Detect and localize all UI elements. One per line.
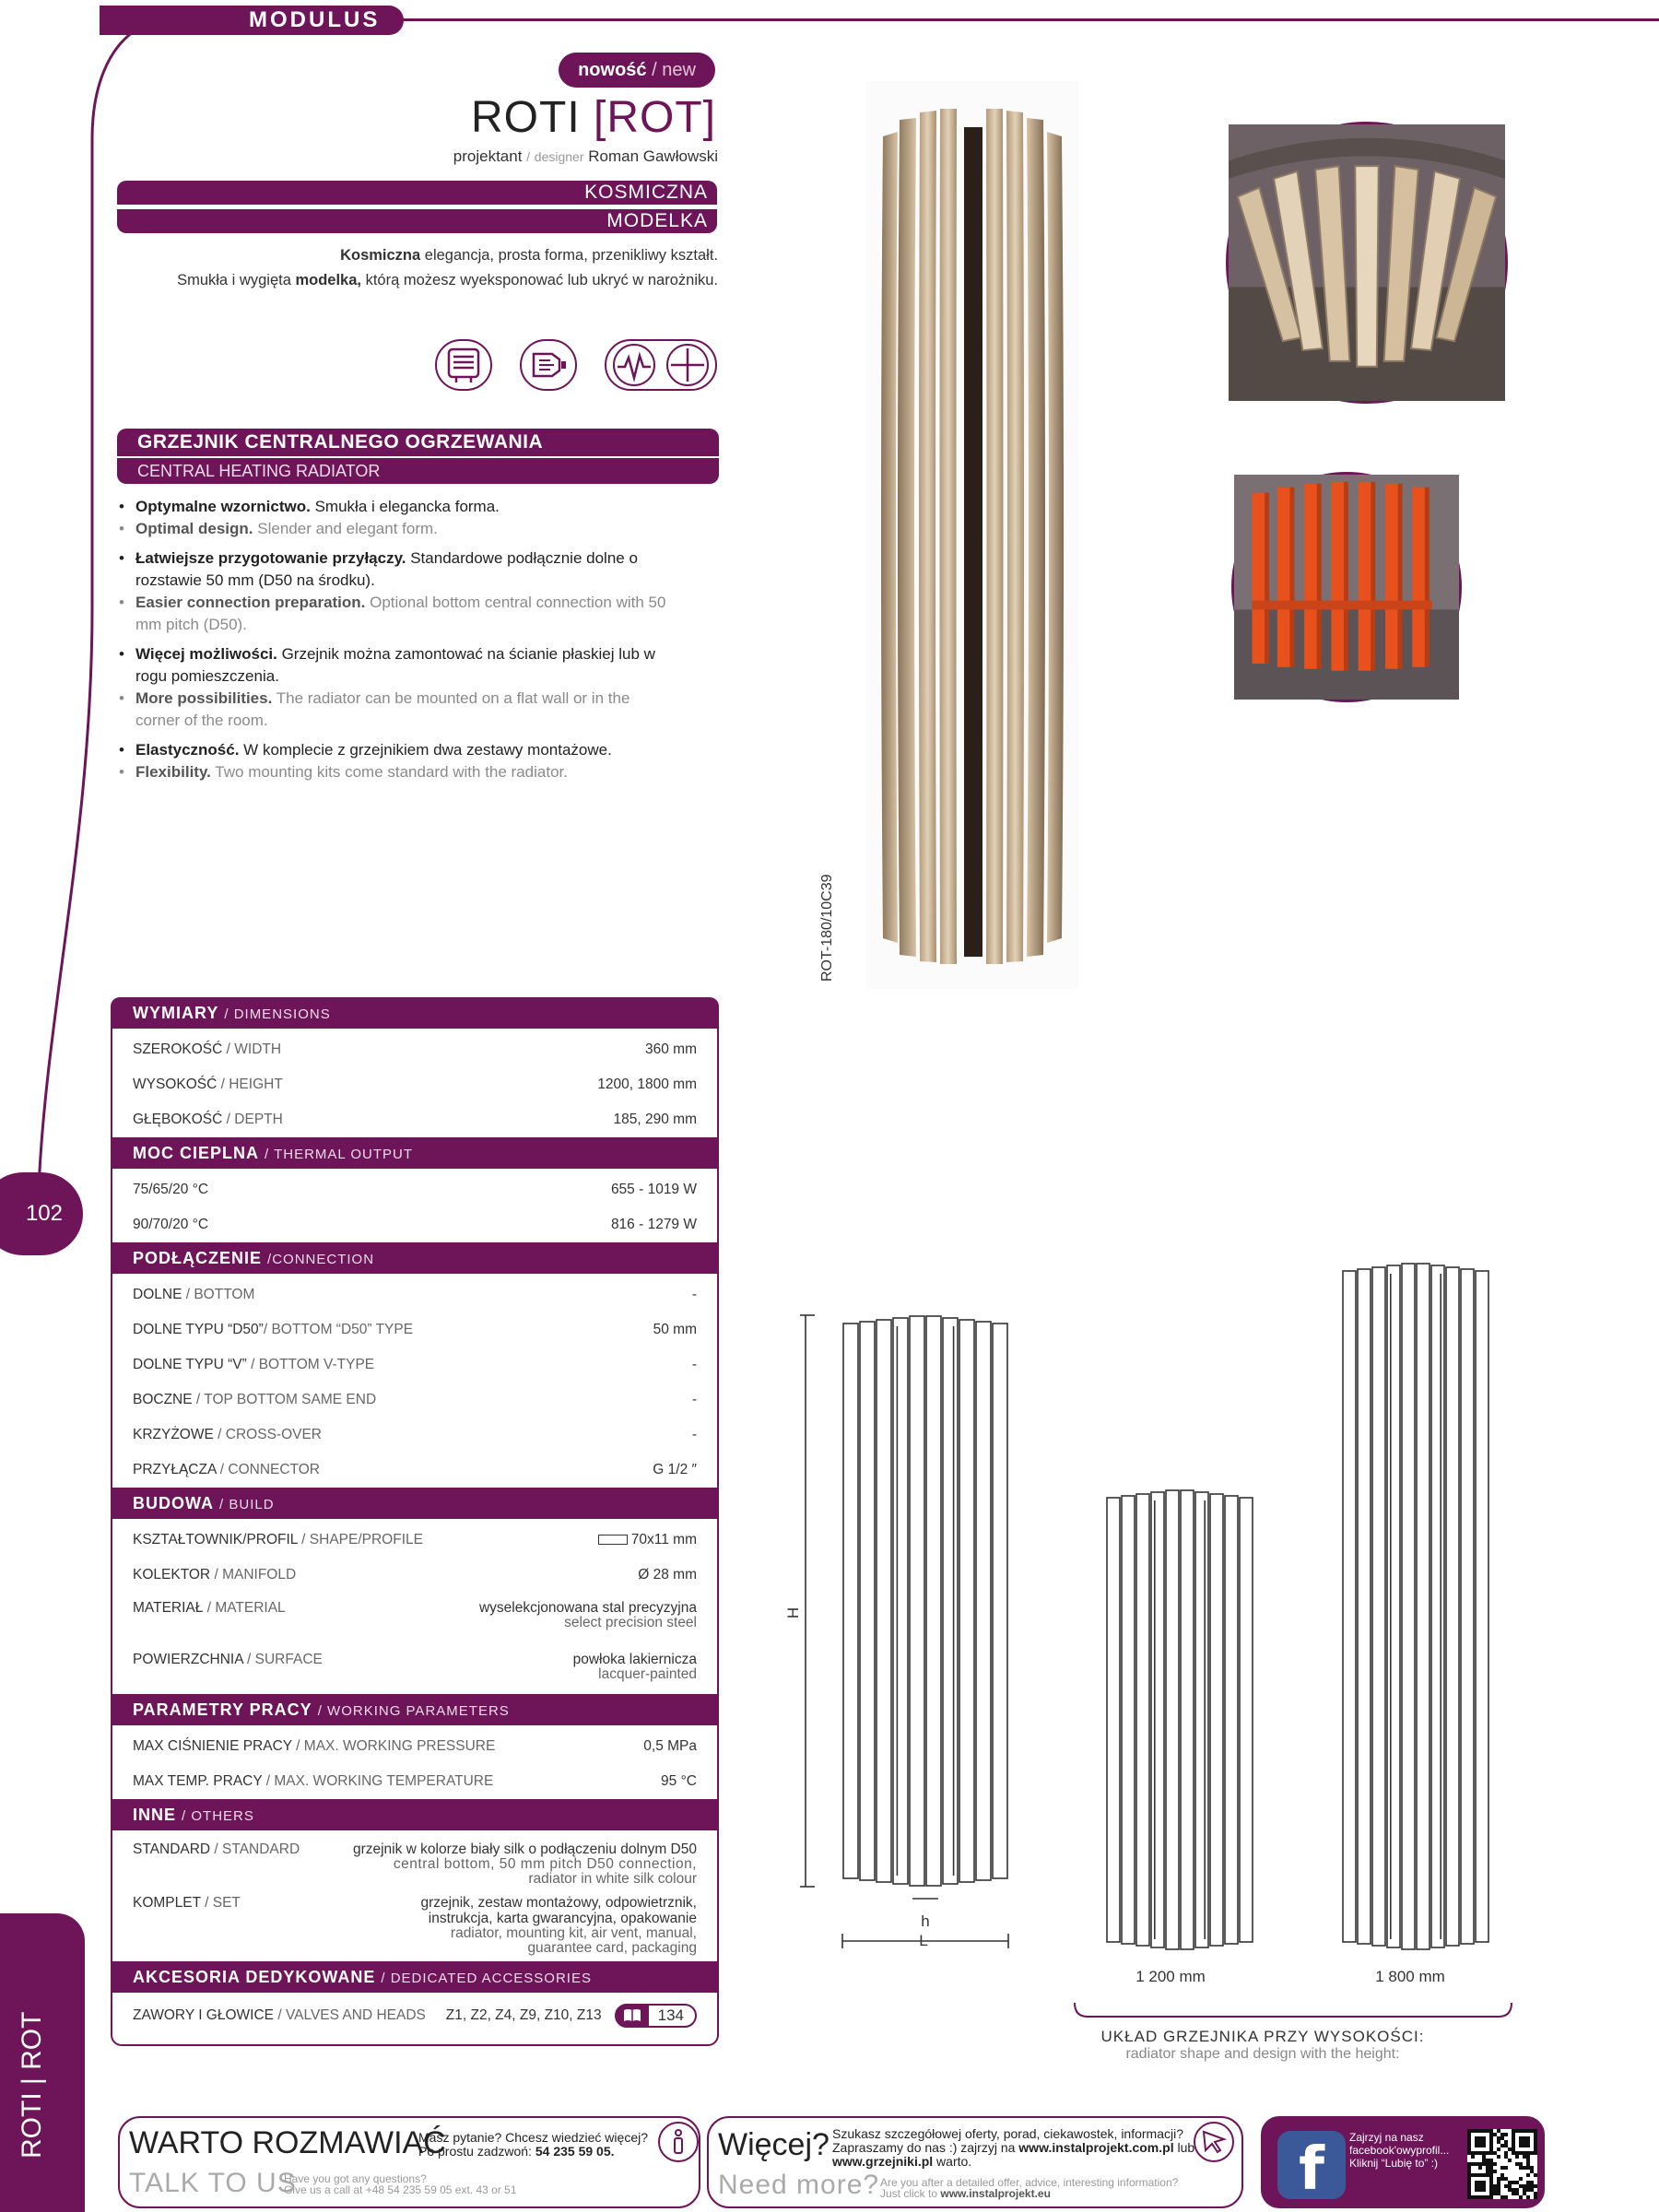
- qr-module: [1523, 2155, 1526, 2159]
- qr-module: [1489, 2159, 1493, 2162]
- side-tab-label: ROTI | ROT: [17, 2011, 47, 2159]
- qr-module: [1497, 2177, 1500, 2181]
- contact-box: [118, 2116, 700, 2208]
- spec-row: 75/65/20 °C 655 - 1019 W: [133, 1182, 697, 1197]
- slogan-line-1: KOSMICZNA: [117, 181, 717, 205]
- spec-row: ZAWORY I GŁOWICE / VALVES AND HEADS Z1, Z2, Z4, Z9, Z10, Z13 134: [112, 1998, 717, 2033]
- radiator-fin: [1358, 1269, 1371, 1944]
- qr-finder-core: [1475, 2136, 1486, 2147]
- qr-module: [1489, 2166, 1493, 2170]
- page-number: 102: [0, 1172, 83, 1255]
- qr-module: [1526, 2166, 1530, 2170]
- link-grzejniki[interactable]: www.grzejniki.pl: [832, 2154, 934, 2169]
- qr-code-icon[interactable]: [1467, 2129, 1537, 2199]
- product-code: [ROT]: [594, 93, 716, 142]
- layout-caption: UKŁAD GRZEJNIKA PRZY WYSOKOŚCI: radiator shape and design with the height:: [1100, 2028, 1425, 2062]
- qr-module: [1526, 2173, 1530, 2177]
- radiator-fin: [1210, 1494, 1223, 1946]
- qr-module: [1486, 2159, 1489, 2162]
- product-photo: [866, 81, 1078, 989]
- radiator-fin: [1136, 1494, 1149, 1946]
- spec-row: DOLNE TYPU “D50”/ BOTTOM “D50” TYPE 50 mm: [133, 1322, 697, 1337]
- more-text-en: Are you after a detailed offer, advice, interesting information? Just click to www.instalprojekt.eu: [880, 2176, 1179, 2200]
- size-1200-label: 1 200 mm: [1135, 1968, 1206, 1985]
- qr-module: [1500, 2173, 1504, 2177]
- photo-code-label: ROT-180/10C39: [819, 874, 835, 982]
- qr-module: [1489, 2170, 1493, 2173]
- qr-module: [1497, 2155, 1500, 2159]
- slogan-line-2: MODELKA: [117, 209, 717, 233]
- more-info-box: [707, 2116, 1243, 2208]
- qr-module: [1497, 2129, 1500, 2133]
- qr-module: [1467, 2170, 1471, 2173]
- qr-module: [1504, 2151, 1508, 2155]
- info-icon: [658, 2122, 699, 2162]
- link-instalprojekt-eu[interactable]: www.instalprojekt.eu: [940, 2187, 1051, 2200]
- qr-module: [1526, 2155, 1530, 2159]
- radiator-fin: [1372, 1267, 1385, 1946]
- section-header-connection: PODŁĄCZENIE /CONNECTION: [111, 1242, 719, 1274]
- radiator-fin: [877, 1320, 891, 1882]
- qr-module: [1526, 2195, 1530, 2199]
- radiator-side-icon: [520, 339, 577, 391]
- plus-icon: [664, 343, 712, 387]
- caption-bracket: [1075, 2003, 1512, 2017]
- qr-module: [1512, 2181, 1515, 2184]
- radiator-fin: [1446, 1267, 1459, 1946]
- qr-module: [1523, 2188, 1526, 2192]
- radiator-fin: [1122, 1496, 1135, 1944]
- qr-module: [1526, 2184, 1530, 2188]
- qr-module: [1512, 2192, 1515, 2195]
- qr-module: [1519, 2162, 1523, 2166]
- spec-row: STANDARD / STANDARD grzejnik w kolorze biały silk o podłączeniu dolnym D50 central bottom, 50 mm pitch D50 connection, radiator in white silk colour: [133, 1841, 697, 1887]
- qr-module: [1475, 2162, 1478, 2166]
- more-title-en: Need more?: [718, 2170, 880, 2200]
- qr-module: [1500, 2195, 1504, 2199]
- more-text: Szukasz szczegółowej oferty, porad, ciekawostek, informacji? Zapraszamy do nas :) zajrzyj na www.instalprojekt.com.pl lub www.grzejniki.pl warto.: [832, 2126, 1195, 2169]
- qr-module: [1486, 2162, 1489, 2166]
- radiator-fin: [860, 1322, 875, 1880]
- radiator-fin: [1166, 1490, 1179, 1949]
- qr-module: [1534, 2184, 1537, 2188]
- contact-text-en: Have you got any questions? Give us a call at +48 54 235 59 05 ext. 43 or 51: [284, 2172, 517, 2196]
- section-header-dimensions: WYMIARY / DIMENSIONS: [111, 997, 719, 1029]
- qr-module: [1526, 2162, 1530, 2166]
- spec-row: MATERIAŁ / MATERIAL wyselekcjonowana stal precyzyjna select precision steel: [133, 1600, 697, 1630]
- pitch-label: h: [921, 1912, 930, 1930]
- qr-module: [1497, 2188, 1500, 2192]
- radiator-fin: [1195, 1492, 1208, 1947]
- drawing-dimensioned: [800, 1315, 1008, 1948]
- qr-module: [1534, 2195, 1537, 2199]
- qr-module: [1515, 2162, 1519, 2166]
- spec-row: KOLEKTOR / MANIFOLD Ø 28 mm: [133, 1567, 697, 1583]
- qr-module: [1504, 2195, 1508, 2199]
- feature-item: • Łatwiejsze przygotowanie przyłączy. Standardowe podłącznie dolne o rozstawie 50 mm (D50 na środku). • Easier connection preparation. Optional bottom central connection with 50 mm pitch (D50).: [117, 547, 670, 636]
- qr-module: [1482, 2155, 1486, 2159]
- qr-module: [1500, 2136, 1504, 2140]
- section-header-accessories: AKCESORIA DEDYKOWANE / DEDICATED ACCESSORIES: [111, 1961, 719, 1993]
- qr-module: [1493, 2151, 1497, 2155]
- feature-list: [117, 496, 670, 791]
- spec-row: KOMPLET / SET grzejnik, zestaw montażowy, odpowietrznik, instrukcja, karta gwarancyjna, opakowanie radiator, mounting kit, air vent, manual, guarantee card, packaging: [133, 1895, 697, 1956]
- qr-module: [1471, 2162, 1475, 2166]
- qr-module: [1500, 2177, 1504, 2181]
- qr-module: [1486, 2166, 1489, 2170]
- section-header-build: BUDOWA / BUILD: [111, 1488, 719, 1519]
- radiator-fin: [959, 1320, 974, 1882]
- qr-module: [1504, 2155, 1508, 2159]
- qr-module: [1500, 2133, 1504, 2136]
- qr-module: [1493, 2162, 1497, 2166]
- radiator-fin: [843, 1324, 858, 1878]
- radiator-front-icon: [435, 339, 492, 391]
- spec-row: KRZYŻOWE / CROSS-OVER -: [133, 1427, 697, 1442]
- qr-module: [1493, 2170, 1497, 2173]
- qr-module: [1486, 2170, 1489, 2173]
- facebook-icon[interactable]: f: [1277, 2131, 1346, 2199]
- heating-title: GRZEJNIK CENTRALNEGO OGRZEWANIA: [117, 429, 719, 456]
- qr-module: [1504, 2166, 1508, 2170]
- spec-row: POWIERZCHNIA / SURFACE powłoka lakiernicza lacquer-painted: [133, 1652, 697, 1682]
- feature-item: • Więcej możliwości. Grzejnik można zamontować na ścianie płaskiej lub w rogu pomieszczenia. • More possibilities. The radiator can be mounted on a flat wall or in the corner of the room.: [117, 643, 670, 732]
- qr-module: [1526, 2159, 1530, 2162]
- radiator-fin: [993, 1324, 1007, 1878]
- spec-row: MAX TEMP. PRACY / MAX. WORKING TEMPERATURE 95 °C: [133, 1773, 697, 1789]
- qr-module: [1508, 2147, 1512, 2151]
- qr-module: [1482, 2162, 1486, 2166]
- radiator-fin: [1476, 1271, 1488, 1942]
- qr-module: [1530, 2166, 1534, 2170]
- radiator-fin: [976, 1322, 991, 1880]
- spec-row: MAX CIŚNIENIE PRACY / MAX. WORKING PRESSURE 0,5 MPa: [133, 1738, 697, 1754]
- drawing-1800: [1343, 1264, 1488, 1949]
- spec-row: PRZYŁĄCZA / CONNECTOR G 1/2 ″: [133, 1462, 697, 1477]
- qr-module: [1504, 2177, 1508, 2181]
- height-label: H: [784, 1606, 802, 1619]
- accessories-page-link[interactable]: 134: [615, 2004, 697, 2028]
- qr-module: [1493, 2188, 1497, 2192]
- qr-module: [1515, 2188, 1519, 2192]
- qr-finder-core: [1519, 2136, 1530, 2147]
- section-header-thermal: MOC CIEPLNA / THERMAL OUTPUT: [111, 1137, 719, 1169]
- radiator-fin: [1461, 1269, 1474, 1944]
- heating-subtitle: CENTRAL HEATING RADIATOR: [117, 458, 719, 484]
- qr-module: [1508, 2188, 1512, 2192]
- section-tab: MODULUS: [100, 6, 404, 35]
- cursor-click-icon: [1194, 2122, 1234, 2162]
- qr-module: [1467, 2162, 1471, 2166]
- spec-row: KSZTAŁTOWNIK/PROFIL / SHAPE/PROFILE 70x11 mm: [133, 1532, 697, 1547]
- qr-module: [1493, 2184, 1497, 2188]
- new-badge: nowość / new: [559, 53, 715, 88]
- qr-module: [1478, 2162, 1482, 2166]
- radiator-fin: [1225, 1496, 1238, 1944]
- qr-module: [1519, 2195, 1523, 2199]
- radiator-fin: [1431, 1265, 1444, 1947]
- contact-title-en: TALK TO US: [129, 2168, 297, 2198]
- qr-module: [1504, 2144, 1508, 2147]
- qr-module: [1478, 2166, 1482, 2170]
- qr-finder-core: [1475, 2181, 1486, 2192]
- qr-module: [1497, 2192, 1500, 2195]
- spec-row: SZEROKOŚĆ / WIDTH 360 mm: [133, 1041, 697, 1057]
- qr-module: [1515, 2192, 1519, 2195]
- qr-module: [1508, 2159, 1512, 2162]
- radiator-fin: [1181, 1490, 1194, 1949]
- qr-module: [1482, 2159, 1486, 2162]
- detail-photo-top: [1226, 122, 1508, 404]
- spec-row: GŁĘBOKOŚĆ / DEPTH 185, 290 mm: [133, 1112, 697, 1127]
- section-header-others: INNE / OTHERS: [111, 1799, 719, 1830]
- qr-module: [1504, 2133, 1508, 2136]
- radiator-fin: [1387, 1265, 1400, 1947]
- qr-module: [1497, 2140, 1500, 2144]
- designer-line: projektant / designer Roman Gawłowski: [453, 147, 718, 165]
- qr-module: [1534, 2173, 1537, 2177]
- qr-module: [1504, 2140, 1508, 2144]
- qr-module: [1530, 2170, 1534, 2173]
- qr-module: [1497, 2184, 1500, 2188]
- qr-module: [1508, 2181, 1512, 2184]
- radiator-fin: [1240, 1498, 1253, 1942]
- detail-photo-bottom: [1231, 472, 1462, 702]
- drawing-1200: [1107, 1490, 1253, 1949]
- heating-curve-icon: [610, 343, 658, 387]
- tagline: Kosmiczna elegancja, prosta forma, przenikliwy kształt. Smukła i wygięta modelka, którą możesz wyeksponować lub ukryć w narożniku.: [177, 247, 718, 288]
- qr-module: [1526, 2188, 1530, 2192]
- qr-module: [1534, 2192, 1537, 2195]
- qr-module: [1523, 2192, 1526, 2195]
- qr-module: [1526, 2181, 1530, 2184]
- qr-module: [1519, 2166, 1523, 2170]
- qr-module: [1504, 2184, 1508, 2188]
- radiator-fin: [943, 1318, 958, 1884]
- qr-module: [1493, 2192, 1497, 2195]
- book-icon: [616, 2004, 649, 2028]
- heating-options-icons: [605, 339, 717, 391]
- header-rule: [396, 18, 1659, 21]
- spec-row: BOCZNE / TOP BOTTOM SAME END -: [133, 1392, 697, 1407]
- radiator-fin: [1417, 1264, 1430, 1949]
- qr-module: [1497, 2181, 1500, 2184]
- radiator-fin: [1402, 1264, 1415, 1949]
- qr-module: [1471, 2155, 1475, 2159]
- qr-module: [1500, 2144, 1504, 2147]
- technical-drawings: [784, 1253, 1548, 2083]
- length-label: L: [919, 1932, 928, 1949]
- qr-module: [1489, 2162, 1493, 2166]
- product-title: ROTI [ROT]: [471, 93, 716, 142]
- section-header-working: PARAMETRY PRACY / WORKING PARAMETERS: [111, 1694, 719, 1725]
- spec-table: [111, 997, 719, 2046]
- qr-module: [1530, 2184, 1534, 2188]
- feature-item: • Optymalne wzornictwo. Smukła i elegancka forma. • Optimal design. Slender and elegant form.: [117, 496, 670, 540]
- radiator-fin: [1151, 1492, 1164, 1947]
- qr-module: [1493, 2133, 1497, 2136]
- size-1800-label: 1 800 mm: [1375, 1968, 1445, 1985]
- spec-row: DOLNE TYPU “V” / BOTTOM V-TYPE -: [133, 1357, 697, 1372]
- qr-module: [1523, 2184, 1526, 2188]
- qr-module: [1497, 2136, 1500, 2140]
- qr-module: [1500, 2166, 1504, 2170]
- radiator-fin: [926, 1316, 941, 1886]
- qr-module: [1530, 2188, 1534, 2192]
- link-instalprojekt[interactable]: www.instalprojekt.com.pl: [1018, 2140, 1174, 2155]
- feature-item: • Elastyczność. W komplecie z grzejnikiem dwa zestawy montażowe. • Flexibility. Two mounting kits come standard with the radiator.: [117, 739, 670, 783]
- radiator-fin: [1107, 1498, 1120, 1942]
- qr-module: [1515, 2181, 1519, 2184]
- qr-module: [1497, 2147, 1500, 2151]
- qr-module: [1523, 2166, 1526, 2170]
- radiator-fin: [1343, 1271, 1356, 1942]
- more-title: Więcej?: [718, 2127, 830, 2162]
- qr-module: [1519, 2177, 1523, 2181]
- qr-module: [1519, 2184, 1523, 2188]
- spec-table-bottom: [111, 2033, 719, 2046]
- contact-text: Masz pytanie? Chcesz wiedzieć więcej? Po prostu zadzwoń: 54 235 59 05.: [418, 2130, 648, 2159]
- contact-title: WARTO ROZMAWIAĆ: [129, 2125, 446, 2160]
- facebook-box[interactable]: [1261, 2116, 1545, 2208]
- profile-shape-icon: [598, 1535, 628, 1545]
- qr-module: [1515, 2155, 1519, 2159]
- qr-module: [1512, 2188, 1515, 2192]
- spec-row: 90/70/20 °C 816 - 1279 W: [133, 1217, 697, 1232]
- qr-module: [1467, 2166, 1471, 2170]
- radiator-fin: [893, 1318, 908, 1884]
- spec-row: DOLNE / BOTTOM -: [133, 1287, 697, 1302]
- facebook-text: Zajrzyj na nasz facebook'owyprofil... Kliknij “Lubię to” :): [1349, 2131, 1450, 2170]
- qr-module: [1530, 2181, 1534, 2184]
- spec-row: WYSOKOŚĆ / HEIGHT 1200, 1800 mm: [133, 1077, 697, 1092]
- radiator-fin: [910, 1316, 924, 1886]
- qr-module: [1508, 2184, 1512, 2188]
